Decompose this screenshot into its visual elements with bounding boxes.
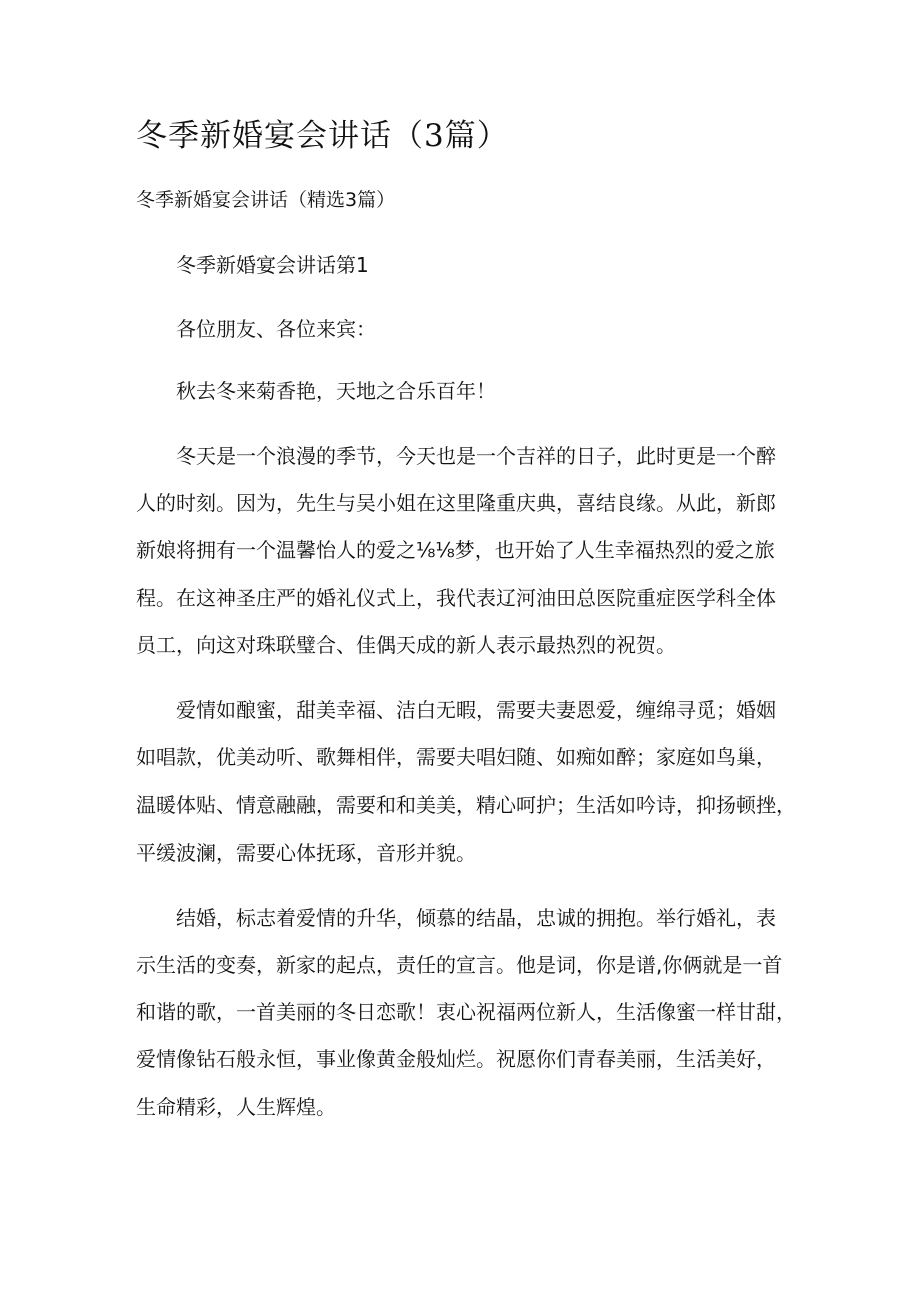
paragraph-line: 示生活的变奏，新家的起点，责任的宣言。他是词，你是谱,你俩就是一首 <box>136 953 783 977</box>
paragraph-line: 冬天是一个浪漫的季节，今天也是一个吉祥的日子，此时更是一个醉 <box>176 444 776 468</box>
paragraph-line: 程。在这神圣庄严的婚礼仪式上，我代表辽河油田总医院重症医学科全体 <box>136 586 776 610</box>
paragraph-line: 平缓波澜，需要心体抚琢，音形并貌。 <box>136 841 476 865</box>
paragraph-line: 新娘将拥有一个温馨怡人的爱之⅛⅛梦，也开始了人生幸福热烈的爱之旅 <box>136 538 775 562</box>
opening-line: 秋去冬来菊香艳，天地之合乐百年！ <box>176 379 496 403</box>
paragraph-line: 如唱款，优美动听、歌舞相伴，需要夫唱妇随、如痴如醉；家庭如鸟巢， <box>136 745 776 769</box>
paragraph-line: 结婚，标志着爱情的升华，倾慕的结晶，忠诚的拥抱。举行婚礼，表 <box>176 906 776 930</box>
document-subtitle: 冬季新婚宴会讲话（精选3篇） <box>136 189 396 211</box>
paragraph-line: 和谐的歌，一首美丽的冬日恋歌！衷心祝福两位新人，生活像蜜一样甘甜， <box>136 1000 796 1024</box>
paragraph-line: 温暖体贴、情意融融，需要和和美美，精心呵护；生活如吟诗，抑扬顿挫， <box>136 793 796 817</box>
paragraph-line: 员工，向这对珠联璧合、佳偶天成的新人表示最热烈的祝贺。 <box>136 633 676 657</box>
document-title: 冬季新婚宴会讲话（3篇） <box>136 118 509 154</box>
paragraph-line: 爱情如酿蜜，甜美幸福、洁白无暇，需要夫妻恩爱，缠绵寻觅；婚姻 <box>176 698 776 722</box>
section-heading: 冬季新婚宴会讲话第1 <box>176 253 369 277</box>
paragraph-line: 爱情像钻石般永恒，事业像黄金般灿烂。祝愿你们青春美丽，生活美好， <box>136 1047 776 1071</box>
greeting-line: 各位朋友、各位来宾： <box>176 317 376 341</box>
paragraph-line: 生命精彩，人生辉煌。 <box>136 1095 336 1119</box>
paragraph-line: 人的时刻。因为，先生与吴小姐在这里隆重庆典，喜结良缘。从此，新郎 <box>136 491 776 515</box>
